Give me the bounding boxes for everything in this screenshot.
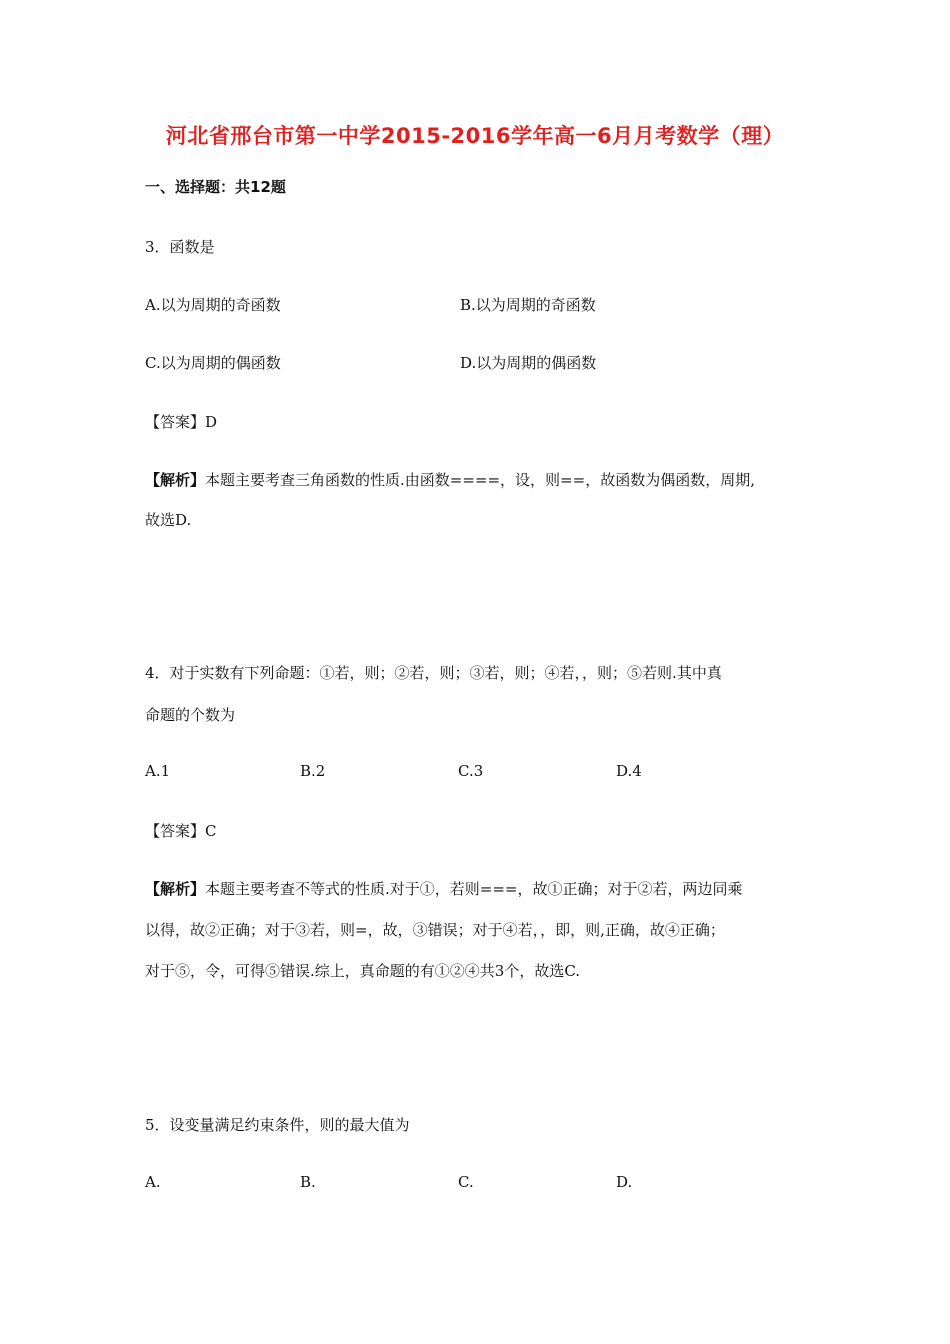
q4-option-b: B.2 <box>300 762 326 780</box>
analysis-label: 【解析】 <box>145 471 206 489</box>
q3-analysis-line-2: 故选D. <box>145 511 192 529</box>
q4-option-a: A.1 <box>145 762 171 780</box>
analysis-text: 本题主要考查不等式的性质.对于①，若则===，故①正确；对于②若，两边同乘 <box>205 880 743 898</box>
q3-option-a: A.以为周期的奇函数 <box>145 296 281 314</box>
q4-analysis-line-1 <box>145 878 743 899</box>
q3-analysis-line-1 <box>145 469 755 490</box>
q4-stem-line-2: 命题的个数为 <box>145 706 236 724</box>
q5-stem: 5．设变量满足约束条件，则的最大值为 <box>145 1116 410 1134</box>
q5-option-b: B. <box>300 1173 316 1191</box>
q4-answer <box>145 820 217 841</box>
q3-stem: 3．函数是 <box>145 238 215 256</box>
analysis-label: 【解析】 <box>145 880 206 898</box>
q4-analysis-line-2: 以得，故②正确；对于③若，则=，故，③错误；对于④若，，即，则,正确，故④正确； <box>145 921 725 939</box>
section-heading: 一、选择题：共12题 <box>145 178 286 196</box>
q4-option-c: C.3 <box>458 762 484 780</box>
q5-option-c: C. <box>458 1173 474 1191</box>
q3-option-c: C.以为周期的偶函数 <box>145 354 281 372</box>
analysis-text: 本题主要考查三角函数的性质.由函数====，设，则==，故函数为偶函数，周期, <box>205 471 755 489</box>
q3-option-b: B.以为周期的奇函数 <box>460 296 596 314</box>
answer-label: 【答案】 <box>145 413 206 431</box>
q4-stem-line-1: 4．对于实数有下列命题：①若，则；②若，则；③若，则；④若，，则；⑤若则.其中真 <box>145 664 722 682</box>
answer-value: C <box>205 822 217 840</box>
q4-analysis-line-3: 对于⑤，令，可得⑤错误.综上，真命题的有①②④共3个，故选C. <box>145 962 581 980</box>
document-title: 河北省邢台市第一中学2015-2016学年高一6月月考数学（理） <box>165 124 785 148</box>
q3-answer <box>145 411 217 432</box>
q4-option-d: D.4 <box>616 762 642 780</box>
q3-option-d: D.以为周期的偶函数 <box>460 354 597 372</box>
q5-option-a: A. <box>145 1173 161 1191</box>
q5-option-d: D. <box>616 1173 633 1191</box>
answer-value: D <box>205 413 218 431</box>
answer-label: 【答案】 <box>145 822 206 840</box>
